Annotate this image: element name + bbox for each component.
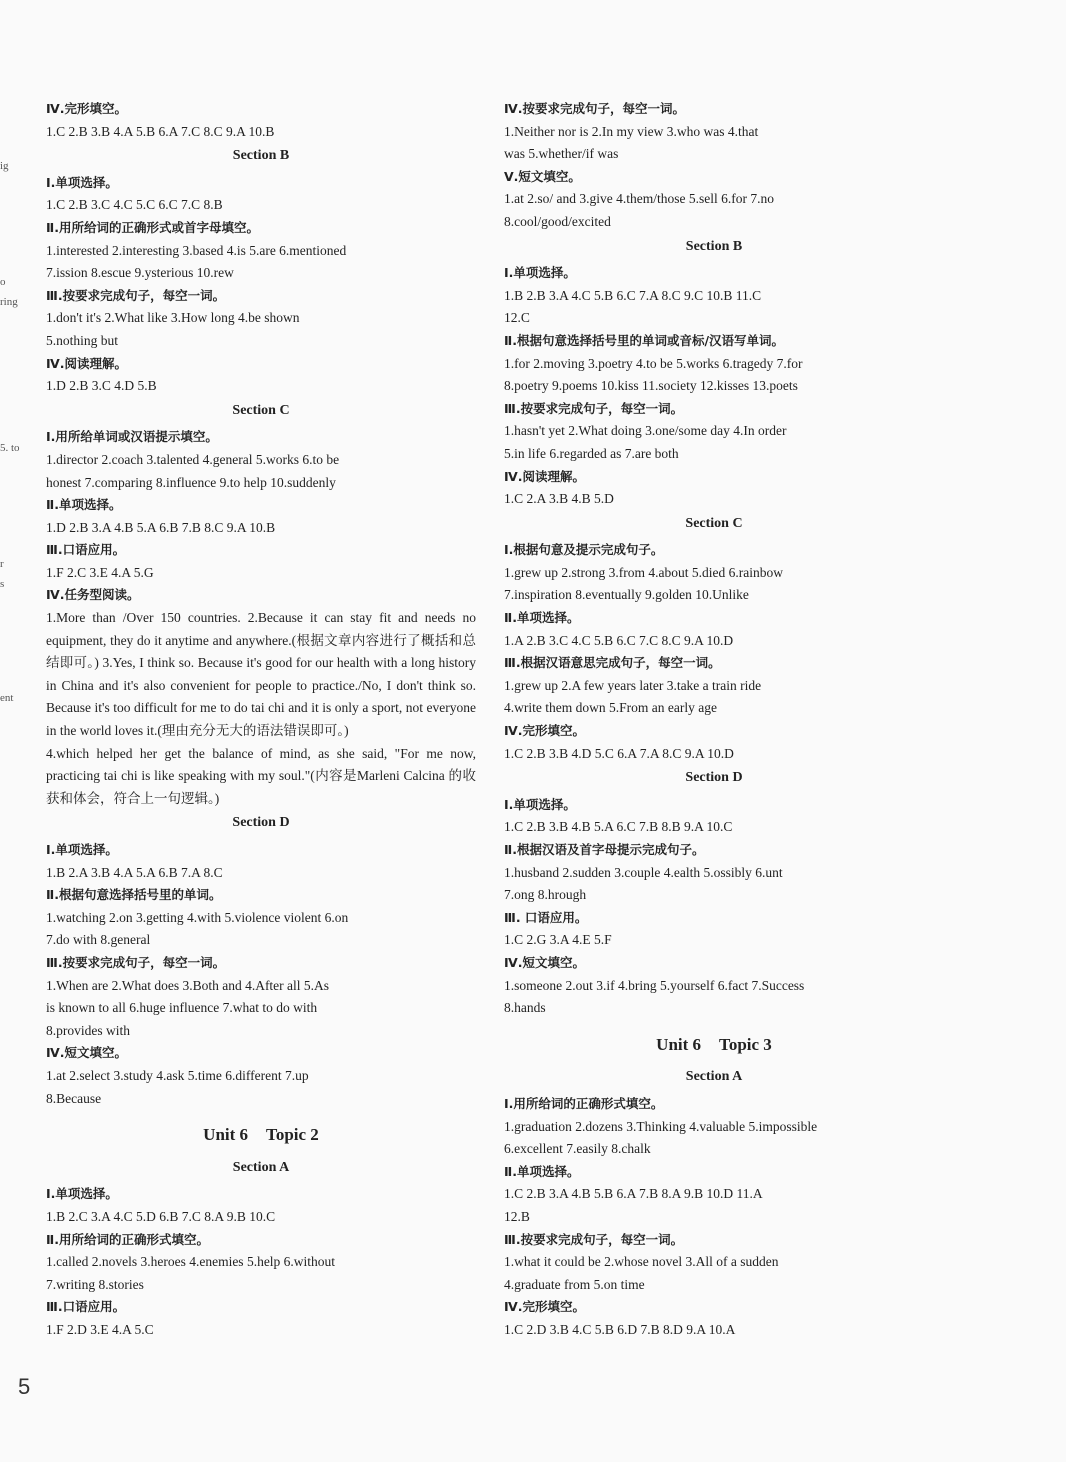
answer-line: 1.F 2.C 3.E 4.A 5.G — [46, 564, 154, 580]
answer-line: honest 7.comparing 8.influence 9.to help 10.suddenly — [46, 474, 336, 490]
answer-line: 1.C 2.B 3.B 4.A 5.B 6.A 7.C 8.C 9.A 10.B — [46, 123, 275, 139]
exercise-heading: Ⅲ.按要求完成句子，每空一词。 — [46, 287, 226, 303]
answer-line: 1.what it could be 2.whose novel 3.All of a sudden — [504, 1254, 779, 1270]
answer-line: 7.writing 8.stories — [46, 1276, 144, 1292]
exercise-heading: Ⅳ.短文填空。 — [504, 954, 585, 970]
edge-fragment: ring — [0, 296, 18, 308]
exercise-heading: Ⅱ.用所给词的正确形式填空。 — [46, 1231, 209, 1247]
answer-line: 1.Neither nor is 2.In my view 3.who was 4.that — [504, 123, 759, 139]
exercise-heading: Ⅰ.用所给单词或汉语提示填空。 — [46, 429, 218, 445]
unit-label: Unit 6 — [203, 1125, 249, 1145]
section-heading: Section C — [685, 515, 743, 531]
answer-line: 8.hands — [504, 1000, 546, 1016]
answer-line: 7.ong 8.hrough — [504, 887, 587, 903]
section-heading: Section B — [232, 148, 290, 164]
exercise-heading: Ⅱ.用所给词的正确形式或首字母填空。 — [46, 219, 259, 235]
section-heading: Section D — [685, 770, 743, 786]
exercise-heading: Ⅳ.阅读理解。 — [504, 468, 585, 484]
answer-line: 1.B 2.A 3.B 4.A 5.A 6.B 7.A 8.C — [46, 864, 223, 880]
left-column — [46, 98, 476, 1341]
page-number: 5 — [18, 1374, 31, 1399]
answer-line: 7.ission 8.escue 9.ysterious 10.rew — [46, 265, 234, 281]
exercise-heading: Ⅳ.完形填空。 — [504, 1299, 585, 1315]
topic-label: Topic 2 — [266, 1125, 319, 1145]
answer-line: 1.C 2.G 3.A 4.E 5.F — [504, 932, 612, 948]
answer-line: 1.C 2.A 3.B 4.B 5.D — [504, 491, 614, 507]
exercise-heading: Ⅴ.短文填空。 — [504, 168, 581, 184]
answer-line: 1.interested 2.interesting 3.based 4.is 5.are 6.mentioned — [46, 242, 347, 258]
answer-line: 1.C 2.B 3.B 4.D 5.C 6.A 7.A 8.C 9.A 10.D — [504, 745, 734, 761]
answer-line: 7.do with 8.general — [46, 932, 151, 948]
answer-line: 1.C 2.B 3.B 4.B 5.A 6.C 7.B 8.B 9.A 10.C — [504, 819, 733, 835]
answer-line: 1.called 2.novels 3.heroes 4.enemies 5.help 6.without — [46, 1254, 336, 1270]
answer-line: 1.don't it's 2.What like 3.How long 4.be shown — [46, 310, 300, 326]
section-heading: Section A — [232, 1159, 290, 1175]
exercise-heading: Ⅲ. 口语应用。 — [504, 909, 588, 925]
answer-line: 1.D 2.B 3.A 4.B 5.A 6.B 7.B 8.C 9.A 10.B — [46, 519, 276, 535]
answer-line: 1.B 2.C 3.A 4.C 5.D 6.B 7.C 8.A 9.B 10.C — [46, 1208, 276, 1224]
answer-paragraph: 1.More than /Over 150 countries. 2.Because it can stay fit and needs no equipment, they do it anytime and anywhere.(根据文章内容进行了概括和总结即可。) 3.Yes, I think so. Because it's good for our health with a long history in China and it's also convenient for people to practice./No, I don't think so. Because it's too difficult for me to do tai chi and it is only a sport, not everyone in the world loves it.(理由充分无大的语法错误即可。) — [46, 610, 476, 739]
exercise-heading: Ⅱ.根据汉语及首字母提示完成句子。 — [504, 842, 705, 857]
answer-line: 1.for 2.moving 3.poetry 4.to be 5.works 6.tragedy 7.for — [504, 355, 803, 371]
exercise-heading: Ⅱ.单项选择。 — [46, 497, 122, 513]
answer-line: 4.write them down 5.From an early age — [504, 700, 717, 716]
answer-line: 8.provides with — [46, 1022, 130, 1038]
exercise-heading: Ⅲ.口语应用。 — [46, 1299, 126, 1315]
exercise-heading: Ⅳ.阅读理解。 — [46, 355, 127, 371]
section-heading: Section C — [232, 402, 290, 418]
answer-line: 8.cool/good/excited — [504, 213, 611, 229]
exercise-heading: Ⅱ.根据句意选择括号里的单词或音标/汉语写单词。 — [504, 332, 785, 348]
exercise-heading: Ⅰ.单项选择。 — [46, 842, 118, 857]
right-column — [504, 98, 924, 1341]
exercise-heading: Ⅰ.单项选择。 — [504, 796, 576, 812]
exercise-heading: Ⅳ.完形填空。 — [46, 101, 127, 116]
edge-fragment: 5. to — [0, 442, 20, 454]
exercise-heading: Ⅲ.按要求完成句子，每空一词。 — [46, 954, 226, 970]
exercise-heading: Ⅱ.单项选择。 — [504, 1163, 580, 1179]
edge-fragment: ent — [0, 692, 14, 704]
unit-heading — [46, 1124, 476, 1147]
answer-line: 1.watching 2.on 3.getting 4.with 5.violence violent 6.on — [46, 909, 349, 925]
edge-fragment: o — [0, 276, 6, 288]
answer-line: 1.C 2.B 3.C 4.C 5.C 6.C 7.C 8.B — [46, 197, 223, 213]
answer-line: 1.When are 2.What does 3.Both and 4.After all 5.As — [46, 977, 330, 993]
answer-line: 1.graduation 2.dozens 3.Thinking 4.valuable 5.impossible — [504, 1118, 818, 1134]
edge-fragment: s — [0, 578, 5, 590]
answer-line: 1.hasn't yet 2.What doing 3.one/some day 4.In order — [504, 423, 787, 439]
exercise-heading: Ⅳ.短文填空。 — [46, 1045, 127, 1061]
exercise-heading: Ⅰ.用所给词的正确形式填空。 — [504, 1095, 664, 1111]
answer-line: 1.grew up 2.A few years later 3.take a train ride — [504, 677, 762, 693]
answer-line: 1.D 2.B 3.C 4.D 5.B — [46, 378, 157, 394]
answer-line: 8.Because — [46, 1090, 102, 1106]
answer-line: 1.A 2.B 3.C 4.C 5.B 6.C 7.C 8.C 9.A 10.D — [504, 632, 734, 648]
exercise-heading: Ⅲ.按要求完成句子，每空一词。 — [504, 1231, 684, 1247]
answer-line: 1.someone 2.out 3.if 4.bring 5.yourself 6.fact 7.Success — [504, 977, 805, 993]
unit-label: Unit 6 — [656, 1034, 702, 1054]
answer-line: 1.F 2.D 3.E 4.A 5.C — [46, 1321, 154, 1337]
answer-line: 1.C 2.D 3.B 4.C 5.B 6.D 7.B 8.D 9.A 10.A — [504, 1321, 736, 1337]
edge-fragment: r — [0, 558, 4, 570]
section-heading: Section D — [232, 815, 290, 831]
answer-line: 12.C — [504, 310, 530, 326]
exercise-heading: Ⅰ.根据句意及提示完成句子。 — [504, 542, 664, 558]
answer-line: 1.at 2.select 3.study 4.ask 5.time 6.different 7.up — [46, 1067, 309, 1083]
answer-line: 1.husband 2.sudden 3.couple 4.ealth 5.ossibly 6.unt — [504, 864, 783, 880]
answer-paragraph: 4.which helped her get the balance of mind, as she said, "For me now, practicing tai chi is like speaking with my soul."(内容是Marleni Calcina 的收获和体会，符合上一句逻辑。) — [46, 745, 476, 806]
answer-line: 1.C 2.B 3.A 4.B 5.B 6.A 7.B 8.A 9.B 10.D 11.A — [504, 1186, 763, 1202]
answer-line: 8.poetry 9.poems 10.kiss 11.society 12.kisses 13.poets — [504, 378, 798, 394]
exercise-heading: Ⅱ.根据句意选择括号里的单词。 — [46, 887, 222, 903]
exercise-heading: Ⅰ.单项选择。 — [46, 174, 118, 190]
answer-line: 6.excellent 7.easily 8.chalk — [504, 1141, 651, 1157]
answer-line: 4.graduate from 5.on time — [504, 1276, 645, 1292]
answer-line: 12.B — [504, 1208, 530, 1224]
answer-line: 5.in life 6.regarded as 7.are both — [504, 445, 679, 461]
exercise-heading: Ⅰ.单项选择。 — [46, 1186, 118, 1202]
exercise-heading: Ⅱ.单项选择。 — [504, 610, 580, 626]
section-heading: Section A — [685, 1069, 743, 1085]
topic-label: Topic 3 — [719, 1034, 772, 1054]
exercise-heading: Ⅳ.完形填空。 — [504, 723, 585, 739]
unit-heading — [504, 1034, 924, 1057]
section-heading: Section B — [685, 238, 743, 254]
exercise-heading: Ⅳ.任务型阅读。 — [46, 587, 140, 603]
answer-line: 7.inspiration 8.eventually 9.golden 10.Unlike — [504, 587, 749, 603]
answer-line: 1.B 2.B 3.A 4.C 5.B 6.C 7.A 8.C 9.C 10.B 11.C — [504, 287, 762, 303]
exercise-heading: Ⅳ.按要求完成句子，每空一词。 — [504, 101, 685, 116]
answer-line: 5.nothing but — [46, 332, 119, 348]
exercise-heading: Ⅲ.根据汉语意思完成句子，每空一词。 — [504, 655, 721, 671]
answer-line: 1.director 2.coach 3.talented 4.general 5.works 6.to be — [46, 451, 340, 467]
answer-line: is known to all 6.huge influence 7.what to do with — [46, 1000, 318, 1016]
edge-fragment: ig — [0, 160, 9, 172]
exercise-heading: Ⅰ.单项选择。 — [504, 265, 576, 281]
answer-line: 1.at 2.so/ and 3.give 4.them/those 5.sell 6.for 7.no — [504, 191, 774, 207]
exercise-heading: Ⅲ.口语应用。 — [46, 542, 126, 558]
answer-line: 1.grew up 2.strong 3.from 4.about 5.died 6.rainbow — [504, 564, 783, 580]
answer-line: was 5.whether/if was — [504, 146, 619, 162]
exercise-heading: Ⅲ.按要求完成句子，每空一词。 — [504, 400, 684, 416]
